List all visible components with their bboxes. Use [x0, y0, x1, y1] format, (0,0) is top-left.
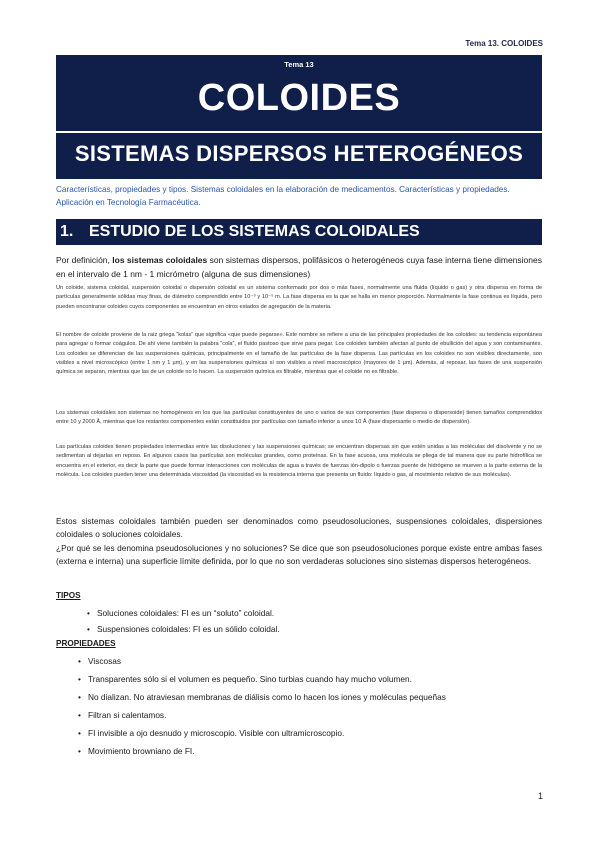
page-title: COLOIDES	[197, 77, 401, 119]
tema-label: Tema 13	[284, 60, 314, 69]
list-item: • FI invisible a ojo desnudo y microscopio. Visible con ultramicroscopio.	[78, 724, 446, 742]
propiedades-heading: PROPIEDADES	[56, 639, 116, 648]
small-paragraph-1: Un coloide, sistema coloidal, suspensión coloidal o dispersión coloidal es un sistema conformado por dos o más fases, normalmente una fluida (líquido o gas) y otra dispersa en forma de partículas generalmente sólidas muy finas, de diámetro comprendido entre 10⁻⁹ y 10⁻⁵ m. La fase dispersa es la que se halla en menor proporción. Normalmente la fase continua es líquida, pero pueden encontrarse coloides cuyos componentes se encuentran en otros estados de agregación de la materia.	[56, 285, 542, 310]
tipos-heading: TIPOS	[56, 591, 81, 600]
small-paragraph-3: Los sistemas coloidales son sistemas no homogéneos en los que las partículas constituyentes de uno o varios de sus componentes (fase dispersa o dispersoide) tienen tamaños comprendidos entre 10 y 2000 Å, mientras que los restantes componentes están constituidos por partículas con tamaño inferior a unos 10 Å (fase dispersante o medio de dispersión).	[56, 410, 542, 426]
banner-divider	[56, 131, 542, 133]
list-item: • Viscosas	[78, 652, 446, 670]
definition-bold-term: los sistemas coloidales	[112, 255, 208, 265]
small-paragraph-2: El nombre de coloide proviene de la raíz griega “kolas” que significa «que puede pegarse». Este nombre se refiere a una de las principales propiedades de los coloides: su tendencia espontánea para agregar o formar coágulos. De ahí viene también la palabra “cola”, el fluido pastoso que sirve para pegar. Los coloides también afectan al punto de ebullición del agua y son contaminantes. Los coloides se diferencian de las suspensiones químicas, principalmente en el tamaño de las partículas de la fase dispersa. Las partículas en los coloides no son visibles directamente, son visibles a nivel microscópico (entre 1 nm y 1 µm), y en las suspensiones químicas sí son visibles a nivel macroscópico (mayores de 1 µm). Además, al reposar, las fases de una suspensión química se separan, mientras que las de un coloide no lo hacen. La suspensión química es filtrable, mientras que el coloide no es filtrable.	[56, 332, 542, 376]
definition-text-start: Por definición,	[56, 255, 113, 265]
list-item: • Soluciones coloidales: FI es un “soluto” coloidal.	[87, 605, 280, 621]
tipos-list	[87, 605, 280, 637]
running-header: Tema 13. COLOIDES	[465, 39, 543, 48]
section-title: ESTUDIO DE LOS SISTEMAS COLOIDALES	[89, 223, 420, 240]
list-item: • Filtran si calentamos.	[78, 706, 446, 724]
list-item: • No dializan. No atraviesan membranas de diálisis como lo hacen los iones y moléculas pequeñas	[78, 688, 446, 706]
definition-text-end: son sistemas dispersos, polifásicos o heterogéneos cuya fase interna tiene dimensiones en el intervalo de 1 nm - 1 micrómetro (alguna de sus dimensiones)	[56, 255, 542, 279]
intro-summary: Características, propiedades y tipos. Sistemas coloidales en la elaboración de medicamentos. Características y propiedades. Aplicación en Tecnología Farmacéutica.	[56, 185, 510, 207]
definition-paragraph	[56, 253, 542, 281]
list-item: • Transparentes sólo si el volumen es pequeño. Sino turbias cuando hay mucho volumen.	[78, 670, 446, 688]
body-paragraph-2: ¿Por qué se les denomina pseudosoluciones y no soluciones? Se dice que son pseudosoluciones porque existe entre ambas fases (externa e interna) una superficie límite definida, por lo que no son verdaderas soluciones sino sistemas dispersos heterogéneos.	[56, 543, 542, 566]
page-subtitle: SISTEMAS DISPERSOS HETEROGÉNEOS	[74, 141, 524, 166]
title-banner	[56, 55, 542, 179]
body-paragraph-1: Estos sistemas coloidales también pueden ser denominados como pseudosoluciones, suspensiones coloidales, dispersiones coloidales o soluciones coloidales.	[56, 516, 542, 539]
small-paragraph-4: Las partículas coloides tienen propiedades intermedias entre las disoluciones y las suspensiones químicas; se encuentran dispersas sin que estén unidas a las moléculas del disolvente y no se sedimentan al dejarlas en reposo. En algunos casos las partículas son moléculas grandes, como proteínas. En la fase acuosa, una molécula se pliega de tal manera que su parte hidrofílica se encuentra en el exterior, es decir la parte que puede formar interacciones con moléculas de agua a través de fuerzas ión-dipolo o fuerzas puente de hidrógeno se mueven a la parte externa de la molécula. Los coloides pueden tener una determinada viscosidad (la viscosidad es la resistencia interna que presenta un fluido: líquido o gas, al movimiento relativo de sus moléculas).	[56, 444, 542, 478]
propiedades-list	[78, 652, 446, 760]
page-number: 1	[537, 791, 543, 801]
list-item: • Movimiento browniano de FI.	[78, 742, 446, 760]
section-heading	[56, 219, 542, 245]
list-item: • Suspensiones coloidales: FI es un sólido coloidal.	[87, 621, 280, 637]
section-number: 1.	[60, 223, 74, 240]
